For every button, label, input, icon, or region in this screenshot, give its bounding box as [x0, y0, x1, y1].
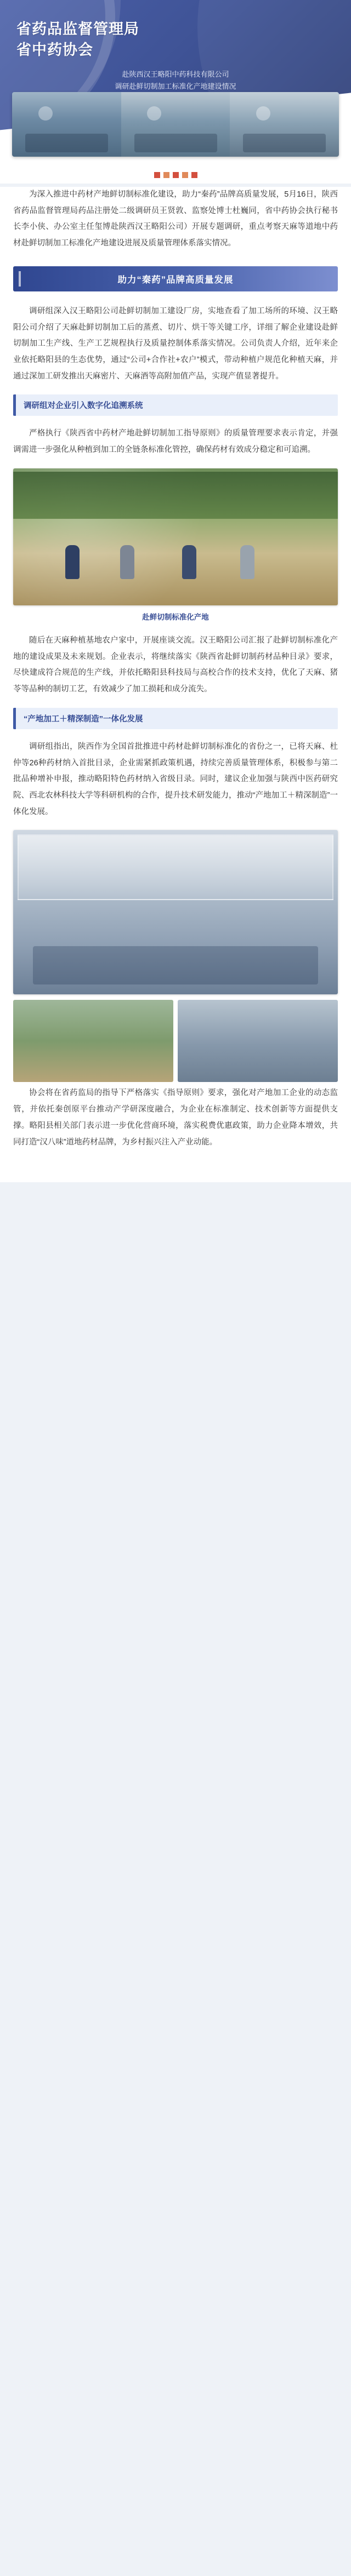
- banner-photo-1: [12, 92, 121, 157]
- subheading-digital-traceability: 调研组对企业引入数字化追溯系统: [13, 394, 338, 416]
- banner-photo-strip: [12, 92, 339, 157]
- banner-photo-3: [230, 92, 339, 157]
- square-dot-icon: [182, 172, 188, 178]
- photo-field-inspection: [13, 468, 338, 605]
- subtitle-line-2: 调研赴鲜切制加工标准化产地建设情况: [115, 82, 236, 90]
- section-heading-1: 助力“秦药”品牌高质量发展: [13, 266, 338, 291]
- paragraph-5: 随后在天麻种植基地农户家中，开展座谈交流。汉王略阳公司汇报了赴鲜切制标准化产地的建设成果及未来规划。企业表示，将继续落实《陕西省赴鲜切制药材品种目录》要求，尽快建成符合规范的生产线，并依托略阳县科技局与高校合作的技术支持，优化了天麻、猪苓等品种的制切工艺，有效减少了加工损耗和成分流失。: [13, 636, 338, 694]
- banner-photo-2: [121, 92, 230, 157]
- photo-person-2: [120, 545, 134, 579]
- header-banner: [0, 0, 351, 164]
- paragraph-7: 调研组指出，陕西作为全国首批推进中药材赴鲜切制标准化的省份之一，已将天麻、杜仲等26种药材纳入首批目录，企业需紧抓政策机遇，持续完善质量管理体系，积极参与第二批品种增补申报，推动略阳特色药材纳入省级目录。同时，建议企业加强与陕西中医药研究院、西北农林科技大学等科研机构的合作，提升技术研发能力，推动“产地加工＋精深制造”一体化发展。: [13, 742, 338, 816]
- photo-person-3: [182, 545, 196, 579]
- photo-field-image: [13, 468, 338, 605]
- photo-person-1: [65, 545, 80, 579]
- banner-subtitle: [0, 68, 351, 93]
- photo-pair: [13, 1000, 338, 1082]
- paragraph-1: 为深入推进中药材产地鲜切制标准化建设，助力“秦药”品牌高质量发展，5月16日，陕西省药品监督管理局药品注册处二级调研员王贤敦、监察处博士杜巍同，省中药协会执行秘书长李小侠、办公室主任玺博赴陕西汉王略阳公司）开展专题调研，重点考察天麻等道地中药材赴鲜切制加工标准化产地建设进展及质量管理体系落实情况。: [13, 190, 338, 248]
- square-dot-icon: [154, 172, 160, 178]
- title-line-1: 省药品监督管理局: [16, 21, 139, 37]
- photo-treeline: [13, 472, 338, 519]
- paragraph-4: 严格执行《陕西省中药材产地赴鲜切制加工指导原则》的质量管理要求表示肯定，并强调需进一步强化从种植到加工的全链条标准化管控，确保药材有效成分稳定和可追溯。: [13, 429, 338, 455]
- photo-indoor-meeting: [13, 830, 338, 994]
- title-line-2: 省中药协会: [16, 42, 93, 59]
- dot-divider-top: [0, 164, 351, 184]
- article-body: [0, 187, 351, 1182]
- photo-pair-left: [13, 1000, 173, 1082]
- subheading-integrated-development: “产地加工＋精深制造”一体化发展: [13, 708, 338, 729]
- paragraph-8: 协会将在省药监局的指导下严格落实《指导原则》要求，强化对产地加工企业的动态监管，并依托秦创原平台推动产学研深度融合，为企业在标准制定、技术创新等方面提供支撑。略阳县相关部门表示进一步优化营商环境，落实税费优惠政策，助力企业降本增效，共同打造“汉八味”道地药材品牌，为乡村振兴注入产业动能。: [13, 1089, 338, 1147]
- photo-caption-field: 赴鲜切制标准化产地: [142, 612, 209, 621]
- page-title: [0, 0, 351, 61]
- square-dot-icon: [191, 172, 197, 178]
- photo-window: [18, 834, 333, 900]
- square-dot-icon: [173, 172, 179, 178]
- photo-person-4: [240, 545, 254, 579]
- square-dot-icon: [163, 172, 169, 178]
- subtitle-line-1: 赴陕西汉王略阳中药科技有限公司: [122, 70, 229, 78]
- photo-table: [33, 946, 319, 984]
- photo-indoor-image: [13, 830, 338, 994]
- photo-pair-right: [178, 1000, 338, 1082]
- paragraph-2: 调研组深入汉王略阳公司赴鲜切制加工建设厂房，实地查看了加工场所的环境、汉王略阳公司介绍了天麻赴鲜切制加工后的蒸煮、切片、烘干等关键工序，详细了解企业建设赴鲜切制加工生产线、生产工艺规程执行及质量控制体系落实情况。公司负责人介绍，近年来企业依托略阳县的生态优势，通过“公司+合作社+农户”模式，带动种植户规范化种植天麻，并通过深加工研发推出天麻密片、天麻酒等高附加值产品，实现产值显著提升。: [13, 306, 338, 381]
- footer-spacer: [13, 1160, 338, 1166]
